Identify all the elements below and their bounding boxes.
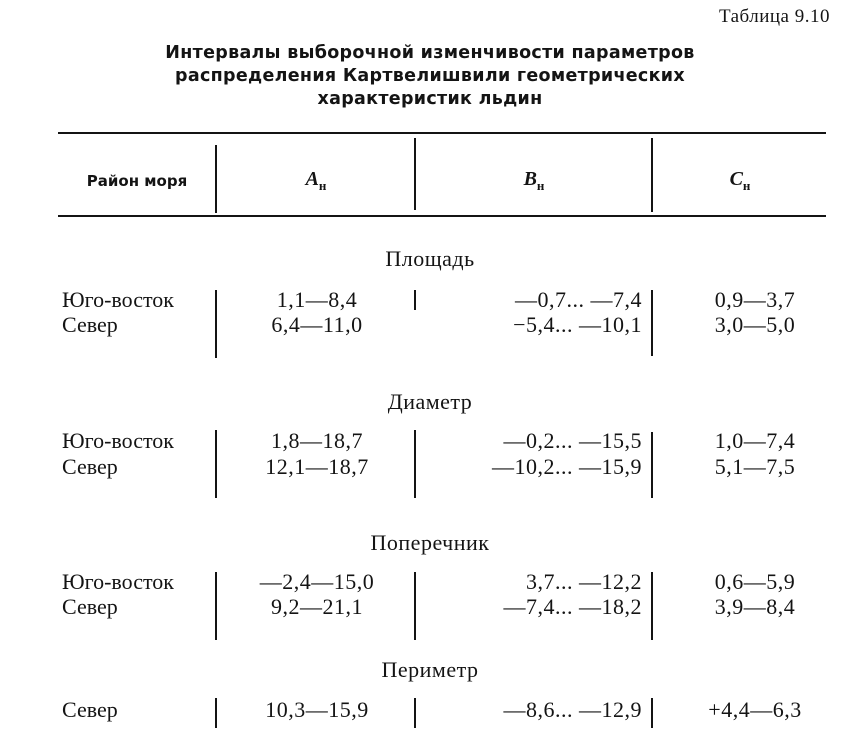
column-separator bbox=[414, 430, 416, 498]
row-region: Юго-восток bbox=[62, 428, 174, 453]
cell-b: 3,7... —12,2 bbox=[526, 569, 642, 594]
row-region: Север bbox=[62, 697, 118, 722]
cell-b: —0,2... —15,5 bbox=[503, 428, 642, 453]
cell-c: +4,4—6,3 bbox=[708, 697, 802, 722]
caption-line: распределения Картвелишвили геометрических bbox=[175, 66, 685, 86]
column-separator bbox=[414, 572, 416, 640]
caption-line: Интервалы выборочной изменчивости параметров bbox=[165, 43, 695, 63]
table-number: Таблица 9.10 bbox=[718, 6, 830, 27]
cell-c: 0,6—5,9 bbox=[714, 569, 796, 594]
cell-b: −5,4... —10,1 bbox=[513, 312, 642, 337]
column-separator bbox=[651, 432, 653, 498]
header-separator bbox=[215, 145, 217, 213]
cell-b: —8,6... —12,9 bbox=[503, 697, 642, 722]
header-a-symbol: $A_н$ bbox=[305, 168, 327, 193]
cell-a: 12,1—18,7 bbox=[265, 454, 369, 479]
column-separator bbox=[215, 698, 217, 728]
cell-a: 10,3—15,9 bbox=[265, 697, 369, 722]
column-separator bbox=[215, 430, 217, 498]
cell-b: —10,2... —15,9 bbox=[492, 454, 642, 479]
column-separator bbox=[651, 698, 653, 728]
header-separator bbox=[651, 138, 653, 212]
section-title: Периметр bbox=[381, 657, 479, 682]
section-title: Диаметр bbox=[387, 389, 473, 414]
table-caption bbox=[0, 42, 860, 111]
column-separator bbox=[651, 290, 653, 356]
cell-c: 5,1—7,5 bbox=[714, 454, 796, 479]
column-separator bbox=[651, 572, 653, 640]
cell-c: 0,9—3,7 bbox=[714, 287, 796, 312]
header-c bbox=[654, 150, 826, 212]
row-region: Юго-восток bbox=[62, 569, 174, 594]
header-region: Район моря bbox=[86, 172, 188, 190]
cell-c: 3,9—8,4 bbox=[714, 594, 796, 619]
header-b bbox=[416, 150, 652, 212]
cell-c: 3,0—5,0 bbox=[714, 312, 796, 337]
row-region: Север bbox=[62, 594, 118, 619]
header-bottom-rule bbox=[58, 215, 826, 217]
row-region: Юго-восток bbox=[62, 287, 174, 312]
header-separator bbox=[414, 138, 416, 210]
cell-a: 9,2—21,1 bbox=[271, 594, 363, 619]
caption-line: характеристик льдин bbox=[317, 89, 543, 109]
cell-a: 1,1—8,4 bbox=[276, 287, 358, 312]
row-region: Север bbox=[62, 312, 118, 337]
cell-b: —0,7... —7,4 bbox=[515, 287, 642, 312]
column-separator bbox=[215, 572, 217, 640]
section-title: Поперечник bbox=[370, 530, 490, 555]
header-a bbox=[218, 150, 414, 212]
section-title: Площадь bbox=[385, 246, 475, 271]
cell-b: —7,4... —18,2 bbox=[503, 594, 642, 619]
cell-a: 6,4—11,0 bbox=[271, 312, 363, 337]
header-c-symbol: $C_н$ bbox=[729, 168, 751, 193]
cell-c: 1,0—7,4 bbox=[714, 428, 796, 453]
cell-a: —2,4—15,0 bbox=[259, 569, 375, 594]
row-region: Север bbox=[62, 454, 118, 479]
cell-a: 1,8—18,7 bbox=[271, 428, 363, 453]
column-separator bbox=[215, 290, 217, 358]
header-b-symbol: $B_н$ bbox=[523, 168, 545, 193]
top-rule bbox=[58, 132, 826, 134]
column-separator bbox=[414, 698, 416, 728]
column-separator bbox=[414, 290, 416, 310]
